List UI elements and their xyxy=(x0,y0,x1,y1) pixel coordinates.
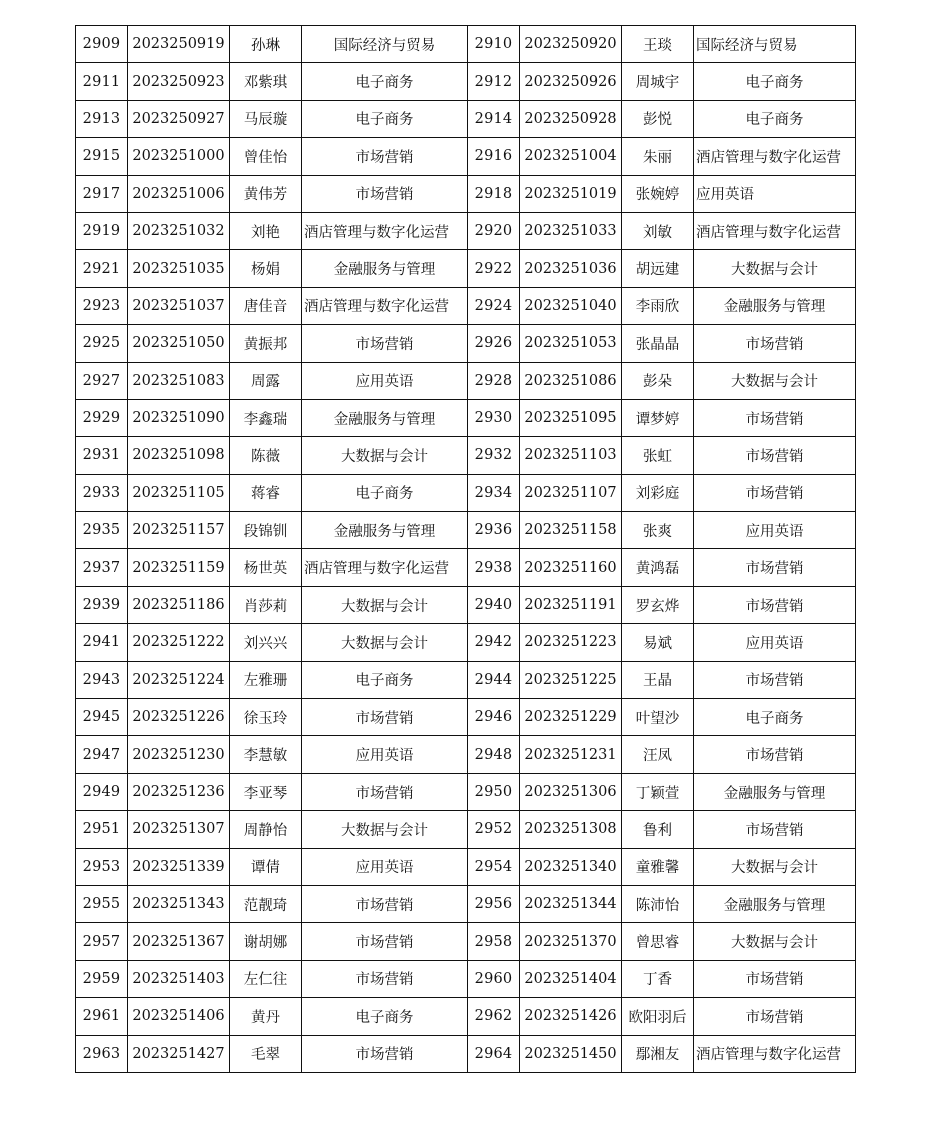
major-name-cell: 金融服务与管理 xyxy=(302,399,468,436)
table-row xyxy=(76,773,856,810)
seq-number-cell: 2959 xyxy=(76,960,128,997)
major-name-cell: 大数据与会计 xyxy=(302,437,468,474)
student-id-cell: 2023251225 xyxy=(520,661,622,698)
student-id-cell: 2023251006 xyxy=(128,175,230,212)
seq-number-cell: 2919 xyxy=(76,212,128,249)
table-row xyxy=(76,175,856,212)
seq-number-cell: 2910 xyxy=(468,26,520,63)
table-row xyxy=(76,399,856,436)
table-row xyxy=(76,325,856,362)
student-name-cell: 黄伟芳 xyxy=(230,175,302,212)
seq-number-cell: 2940 xyxy=(468,586,520,623)
student-name-cell: 王琰 xyxy=(622,26,694,63)
student-name-cell: 胡远建 xyxy=(622,250,694,287)
student-name-cell: 陈薇 xyxy=(230,437,302,474)
table-row xyxy=(76,624,856,661)
major-name-cell: 金融服务与管理 xyxy=(694,773,856,810)
student-name-cell: 童雅馨 xyxy=(622,848,694,885)
student-id-cell: 2023251083 xyxy=(128,362,230,399)
student-name-cell: 张婉婷 xyxy=(622,175,694,212)
seq-number-cell: 2948 xyxy=(468,736,520,773)
student-id-cell: 2023251236 xyxy=(128,773,230,810)
student-name-cell: 鲁利 xyxy=(622,811,694,848)
student-id-cell: 2023251308 xyxy=(520,811,622,848)
student-name-cell: 周露 xyxy=(230,362,302,399)
major-name-cell: 市场营销 xyxy=(694,399,856,436)
table-row xyxy=(76,362,856,399)
roster-body xyxy=(76,26,856,1073)
table-row xyxy=(76,287,856,324)
major-name-cell: 电子商务 xyxy=(694,699,856,736)
major-name-cell: 大数据与会计 xyxy=(302,586,468,623)
table-row xyxy=(76,848,856,885)
student-name-cell: 杨世英 xyxy=(230,549,302,586)
major-name-cell: 市场营销 xyxy=(302,885,468,922)
student-id-cell: 2023250926 xyxy=(520,63,622,100)
major-name-cell: 市场营销 xyxy=(302,699,468,736)
seq-number-cell: 2941 xyxy=(76,624,128,661)
table-row xyxy=(76,811,856,848)
table-row xyxy=(76,923,856,960)
seq-number-cell: 2944 xyxy=(468,661,520,698)
student-id-cell: 2023251224 xyxy=(128,661,230,698)
student-name-cell: 周城宇 xyxy=(622,63,694,100)
student-name-cell: 唐佳音 xyxy=(230,287,302,324)
student-name-cell: 黄振邦 xyxy=(230,325,302,362)
seq-number-cell: 2911 xyxy=(76,63,128,100)
seq-number-cell: 2918 xyxy=(468,175,520,212)
student-id-cell: 2023251095 xyxy=(520,399,622,436)
student-id-cell: 2023250920 xyxy=(520,26,622,63)
student-name-cell: 罗玄烨 xyxy=(622,586,694,623)
student-id-cell: 2023251344 xyxy=(520,885,622,922)
major-name-cell: 酒店管理与数字化运营 xyxy=(694,1035,856,1072)
student-roster-table xyxy=(75,25,856,1073)
seq-number-cell: 2909 xyxy=(76,26,128,63)
seq-number-cell: 2917 xyxy=(76,175,128,212)
student-name-cell: 朱丽 xyxy=(622,138,694,175)
major-name-cell: 酒店管理与数字化运营 xyxy=(302,287,468,324)
table-row xyxy=(76,212,856,249)
student-id-cell: 2023250919 xyxy=(128,26,230,63)
seq-number-cell: 2915 xyxy=(76,138,128,175)
major-name-cell: 电子商务 xyxy=(302,474,468,511)
student-id-cell: 2023251403 xyxy=(128,960,230,997)
major-name-cell: 市场营销 xyxy=(694,586,856,623)
seq-number-cell: 2920 xyxy=(468,212,520,249)
seq-number-cell: 2934 xyxy=(468,474,520,511)
table-row xyxy=(76,661,856,698)
student-id-cell: 2023251159 xyxy=(128,549,230,586)
student-id-cell: 2023251340 xyxy=(520,848,622,885)
major-name-cell: 电子商务 xyxy=(302,100,468,137)
table-row xyxy=(76,437,856,474)
major-name-cell: 电子商务 xyxy=(694,100,856,137)
major-name-cell: 市场营销 xyxy=(694,437,856,474)
major-name-cell: 金融服务与管理 xyxy=(302,250,468,287)
table-row xyxy=(76,474,856,511)
student-id-cell: 2023251404 xyxy=(520,960,622,997)
major-name-cell: 国际经济与贸易 xyxy=(694,26,856,63)
seq-number-cell: 2949 xyxy=(76,773,128,810)
student-id-cell: 2023251036 xyxy=(520,250,622,287)
student-name-cell: 刘艳 xyxy=(230,212,302,249)
seq-number-cell: 2954 xyxy=(468,848,520,885)
seq-number-cell: 2938 xyxy=(468,549,520,586)
student-name-cell: 丁颖萱 xyxy=(622,773,694,810)
major-name-cell: 酒店管理与数字化运营 xyxy=(302,212,468,249)
student-name-cell: 徐玉玲 xyxy=(230,699,302,736)
student-name-cell: 王晶 xyxy=(622,661,694,698)
student-id-cell: 2023251186 xyxy=(128,586,230,623)
student-name-cell: 鄢湘友 xyxy=(622,1035,694,1072)
student-id-cell: 2023251370 xyxy=(520,923,622,960)
major-name-cell: 应用英语 xyxy=(302,848,468,885)
seq-number-cell: 2932 xyxy=(468,437,520,474)
student-name-cell: 范靓琦 xyxy=(230,885,302,922)
student-name-cell: 张爽 xyxy=(622,512,694,549)
seq-number-cell: 2950 xyxy=(468,773,520,810)
table-row xyxy=(76,512,856,549)
student-id-cell: 2023251019 xyxy=(520,175,622,212)
major-name-cell: 电子商务 xyxy=(694,63,856,100)
seq-number-cell: 2926 xyxy=(468,325,520,362)
student-id-cell: 2023251053 xyxy=(520,325,622,362)
seq-number-cell: 2958 xyxy=(468,923,520,960)
major-name-cell: 应用英语 xyxy=(694,624,856,661)
seq-number-cell: 2925 xyxy=(76,325,128,362)
major-name-cell: 酒店管理与数字化运营 xyxy=(694,212,856,249)
major-name-cell: 应用英语 xyxy=(302,736,468,773)
major-name-cell: 市场营销 xyxy=(302,325,468,362)
table-row xyxy=(76,960,856,997)
student-id-cell: 2023251367 xyxy=(128,923,230,960)
seq-number-cell: 2924 xyxy=(468,287,520,324)
student-name-cell: 张虹 xyxy=(622,437,694,474)
seq-number-cell: 2921 xyxy=(76,250,128,287)
student-id-cell: 2023251160 xyxy=(520,549,622,586)
student-id-cell: 2023251090 xyxy=(128,399,230,436)
table-row xyxy=(76,250,856,287)
major-name-cell: 市场营销 xyxy=(302,175,468,212)
seq-number-cell: 2957 xyxy=(76,923,128,960)
table-row xyxy=(76,699,856,736)
student-name-cell: 李雨欣 xyxy=(622,287,694,324)
table-row xyxy=(76,100,856,137)
table-row xyxy=(76,885,856,922)
student-id-cell: 2023251107 xyxy=(520,474,622,511)
major-name-cell: 市场营销 xyxy=(694,325,856,362)
student-name-cell: 叶望沙 xyxy=(622,699,694,736)
student-name-cell: 黄鸿磊 xyxy=(622,549,694,586)
seq-number-cell: 2951 xyxy=(76,811,128,848)
student-name-cell: 彭悦 xyxy=(622,100,694,137)
student-name-cell: 谭梦婷 xyxy=(622,399,694,436)
seq-number-cell: 2929 xyxy=(76,399,128,436)
student-id-cell: 2023251098 xyxy=(128,437,230,474)
seq-number-cell: 2962 xyxy=(468,998,520,1035)
student-id-cell: 2023251223 xyxy=(520,624,622,661)
student-id-cell: 2023251158 xyxy=(520,512,622,549)
student-id-cell: 2023251226 xyxy=(128,699,230,736)
seq-number-cell: 2946 xyxy=(468,699,520,736)
student-name-cell: 欧阳羽后 xyxy=(622,998,694,1035)
major-name-cell: 金融服务与管理 xyxy=(302,512,468,549)
student-name-cell: 孙琳 xyxy=(230,26,302,63)
student-name-cell: 彭朵 xyxy=(622,362,694,399)
student-name-cell: 刘彩庭 xyxy=(622,474,694,511)
major-name-cell: 大数据与会计 xyxy=(302,624,468,661)
student-name-cell: 汪凤 xyxy=(622,736,694,773)
seq-number-cell: 2914 xyxy=(468,100,520,137)
table-row xyxy=(76,998,856,1035)
major-name-cell: 大数据与会计 xyxy=(694,923,856,960)
student-name-cell: 黄丹 xyxy=(230,998,302,1035)
major-name-cell: 电子商务 xyxy=(302,63,468,100)
major-name-cell: 大数据与会计 xyxy=(694,250,856,287)
student-id-cell: 2023251427 xyxy=(128,1035,230,1072)
seq-number-cell: 2937 xyxy=(76,549,128,586)
major-name-cell: 应用英语 xyxy=(302,362,468,399)
major-name-cell: 市场营销 xyxy=(302,138,468,175)
student-id-cell: 2023250923 xyxy=(128,63,230,100)
table-row xyxy=(76,63,856,100)
student-name-cell: 丁香 xyxy=(622,960,694,997)
seq-number-cell: 2927 xyxy=(76,362,128,399)
student-name-cell: 陈沛怡 xyxy=(622,885,694,922)
student-name-cell: 蒋睿 xyxy=(230,474,302,511)
major-name-cell: 应用英语 xyxy=(694,512,856,549)
table-row xyxy=(76,26,856,63)
seq-number-cell: 2945 xyxy=(76,699,128,736)
seq-number-cell: 2947 xyxy=(76,736,128,773)
table-row xyxy=(76,138,856,175)
student-name-cell: 谭倩 xyxy=(230,848,302,885)
student-id-cell: 2023251032 xyxy=(128,212,230,249)
major-name-cell: 市场营销 xyxy=(694,549,856,586)
student-name-cell: 马辰璇 xyxy=(230,100,302,137)
student-name-cell: 刘兴兴 xyxy=(230,624,302,661)
seq-number-cell: 2953 xyxy=(76,848,128,885)
major-name-cell: 金融服务与管理 xyxy=(694,885,856,922)
student-id-cell: 2023251306 xyxy=(520,773,622,810)
seq-number-cell: 2956 xyxy=(468,885,520,922)
table-row xyxy=(76,1035,856,1072)
student-id-cell: 2023251426 xyxy=(520,998,622,1035)
student-name-cell: 谢胡娜 xyxy=(230,923,302,960)
major-name-cell: 市场营销 xyxy=(694,474,856,511)
seq-number-cell: 2933 xyxy=(76,474,128,511)
student-name-cell: 易斌 xyxy=(622,624,694,661)
major-name-cell: 大数据与会计 xyxy=(694,362,856,399)
student-name-cell: 张晶晶 xyxy=(622,325,694,362)
student-id-cell: 2023251040 xyxy=(520,287,622,324)
student-name-cell: 肖莎莉 xyxy=(230,586,302,623)
seq-number-cell: 2916 xyxy=(468,138,520,175)
seq-number-cell: 2960 xyxy=(468,960,520,997)
seq-number-cell: 2923 xyxy=(76,287,128,324)
student-id-cell: 2023251037 xyxy=(128,287,230,324)
student-id-cell: 2023250928 xyxy=(520,100,622,137)
student-name-cell: 李慧敏 xyxy=(230,736,302,773)
student-id-cell: 2023251450 xyxy=(520,1035,622,1072)
student-id-cell: 2023251230 xyxy=(128,736,230,773)
seq-number-cell: 2961 xyxy=(76,998,128,1035)
student-id-cell: 2023251229 xyxy=(520,699,622,736)
major-name-cell: 市场营销 xyxy=(302,923,468,960)
major-name-cell: 酒店管理与数字化运营 xyxy=(302,549,468,586)
student-id-cell: 2023250927 xyxy=(128,100,230,137)
seq-number-cell: 2936 xyxy=(468,512,520,549)
seq-number-cell: 2912 xyxy=(468,63,520,100)
student-name-cell: 周静怡 xyxy=(230,811,302,848)
seq-number-cell: 2952 xyxy=(468,811,520,848)
seq-number-cell: 2928 xyxy=(468,362,520,399)
major-name-cell: 大数据与会计 xyxy=(694,848,856,885)
major-name-cell: 国际经济与贸易 xyxy=(302,26,468,63)
major-name-cell: 酒店管理与数字化运营 xyxy=(694,138,856,175)
major-name-cell: 市场营销 xyxy=(694,960,856,997)
student-name-cell: 段锦钏 xyxy=(230,512,302,549)
major-name-cell: 电子商务 xyxy=(302,661,468,698)
student-id-cell: 2023251157 xyxy=(128,512,230,549)
student-id-cell: 2023251050 xyxy=(128,325,230,362)
student-name-cell: 刘敏 xyxy=(622,212,694,249)
major-name-cell: 大数据与会计 xyxy=(302,811,468,848)
major-name-cell: 市场营销 xyxy=(694,811,856,848)
student-id-cell: 2023251033 xyxy=(520,212,622,249)
seq-number-cell: 2963 xyxy=(76,1035,128,1072)
seq-number-cell: 2935 xyxy=(76,512,128,549)
table-row xyxy=(76,586,856,623)
student-name-cell: 左仁往 xyxy=(230,960,302,997)
student-id-cell: 2023251105 xyxy=(128,474,230,511)
student-id-cell: 2023251191 xyxy=(520,586,622,623)
student-name-cell: 杨娟 xyxy=(230,250,302,287)
student-name-cell: 左雅珊 xyxy=(230,661,302,698)
seq-number-cell: 2955 xyxy=(76,885,128,922)
major-name-cell: 金融服务与管理 xyxy=(694,287,856,324)
seq-number-cell: 2939 xyxy=(76,586,128,623)
student-name-cell: 邓紫琪 xyxy=(230,63,302,100)
major-name-cell: 应用英语 xyxy=(694,175,856,212)
major-name-cell: 市场营销 xyxy=(694,661,856,698)
major-name-cell: 市场营销 xyxy=(694,736,856,773)
student-id-cell: 2023251343 xyxy=(128,885,230,922)
student-id-cell: 2023251103 xyxy=(520,437,622,474)
seq-number-cell: 2930 xyxy=(468,399,520,436)
seq-number-cell: 2922 xyxy=(468,250,520,287)
seq-number-cell: 2942 xyxy=(468,624,520,661)
major-name-cell: 市场营销 xyxy=(302,960,468,997)
seq-number-cell: 2964 xyxy=(468,1035,520,1072)
student-id-cell: 2023251339 xyxy=(128,848,230,885)
major-name-cell: 市场营销 xyxy=(302,773,468,810)
seq-number-cell: 2913 xyxy=(76,100,128,137)
seq-number-cell: 2931 xyxy=(76,437,128,474)
student-name-cell: 李亚琴 xyxy=(230,773,302,810)
seq-number-cell: 2943 xyxy=(76,661,128,698)
student-name-cell: 曾佳怡 xyxy=(230,138,302,175)
student-id-cell: 2023251231 xyxy=(520,736,622,773)
student-name-cell: 李鑫瑞 xyxy=(230,399,302,436)
student-id-cell: 2023251307 xyxy=(128,811,230,848)
student-id-cell: 2023251035 xyxy=(128,250,230,287)
major-name-cell: 电子商务 xyxy=(302,998,468,1035)
student-name-cell: 毛翠 xyxy=(230,1035,302,1072)
student-name-cell: 曾思睿 xyxy=(622,923,694,960)
student-id-cell: 2023251406 xyxy=(128,998,230,1035)
major-name-cell: 市场营销 xyxy=(302,1035,468,1072)
student-id-cell: 2023251222 xyxy=(128,624,230,661)
student-id-cell: 2023251004 xyxy=(520,138,622,175)
table-row xyxy=(76,549,856,586)
student-id-cell: 2023251000 xyxy=(128,138,230,175)
student-id-cell: 2023251086 xyxy=(520,362,622,399)
table-row xyxy=(76,736,856,773)
major-name-cell: 市场营销 xyxy=(694,998,856,1035)
